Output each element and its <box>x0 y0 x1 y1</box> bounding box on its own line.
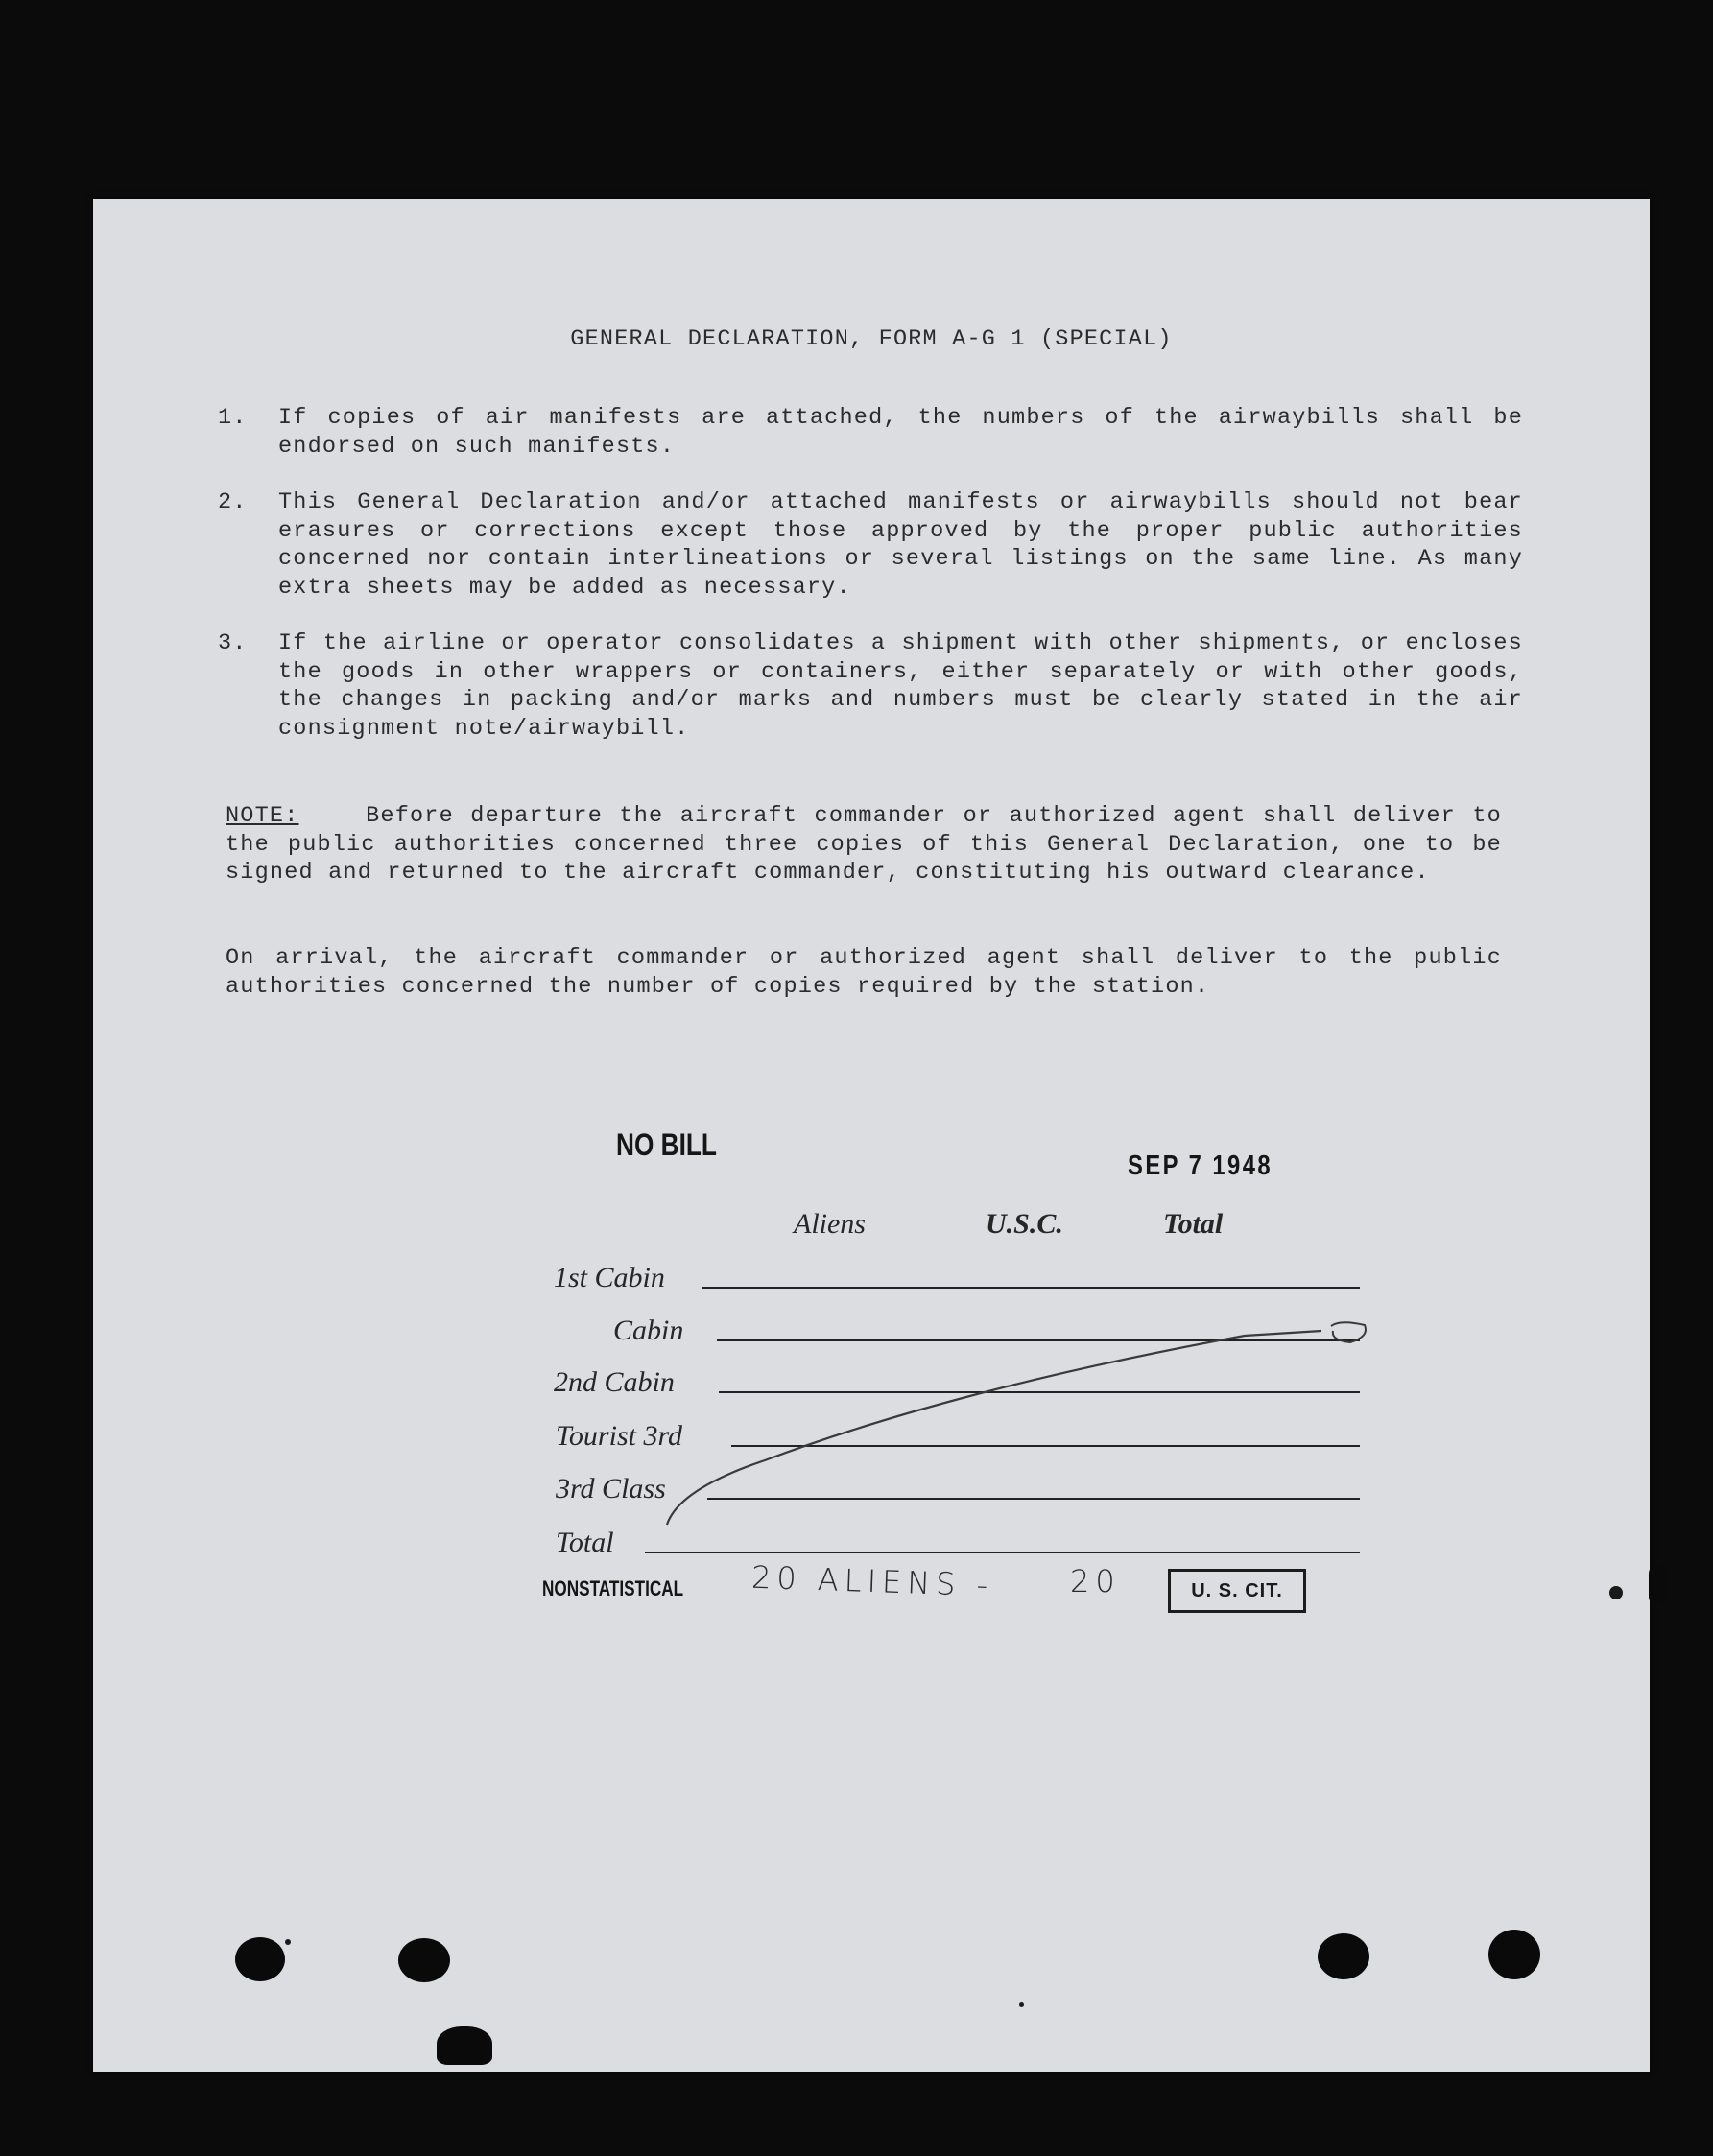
nonstatistical-stamp: NONSTATISTICAL <box>542 1576 684 1600</box>
item-number: 2. <box>218 489 248 515</box>
note-text: Before departure the aircraft commander or authorized agent shall deliver to the public authorities concerned three copies of this General Declaration, one to be signed and returned to the aircraft commander, constituting his outward clearance. <box>226 803 1502 886</box>
row-label: 2nd Cabin <box>554 1366 675 1398</box>
row-rule <box>645 1552 1360 1553</box>
ink-dot <box>285 1939 291 1945</box>
instruction-item-2 <box>218 488 1523 602</box>
torn-edge-mark <box>437 2026 492 2065</box>
departure-note <box>226 802 1502 888</box>
instruction-item-3 <box>218 629 1523 743</box>
instruction-item-1 <box>218 404 1523 461</box>
document-page <box>93 199 1650 2072</box>
row-label: Total <box>556 1527 614 1558</box>
binder-hole <box>1318 1933 1369 1979</box>
row-label: 3rd Class <box>556 1473 666 1504</box>
row-rule <box>717 1339 1360 1341</box>
tally-row <box>554 1313 1360 1349</box>
edge-hole <box>1649 1564 1668 1606</box>
binder-hole <box>398 1938 450 1982</box>
item-text: This General Declaration and/or attached manifests or airwaybills should not bear erasures or corrections except those approved by the proper public authorities concerned nor contain interlineations or several listings on the same line. As many extra sheets may be added as necessary. <box>278 489 1523 601</box>
row-rule <box>707 1498 1360 1500</box>
date-stamp: SEP 7 1948 <box>1128 1150 1273 1181</box>
row-label: Tourist 3rd <box>556 1420 683 1452</box>
row-label: 1st Cabin <box>554 1262 665 1293</box>
tally-row <box>554 1364 1360 1401</box>
no-bill-stamp: NO BILL <box>616 1127 717 1162</box>
item-number: 1. <box>218 405 248 431</box>
pen-stroke-marks <box>93 199 1650 2072</box>
row-rule <box>719 1391 1360 1393</box>
note-label: NOTE: <box>226 803 299 829</box>
row-label: Cabin <box>613 1315 684 1346</box>
column-header-usc: U.S.C. <box>986 1208 1063 1240</box>
handwritten-aliens-note: 20 ALIENS - <box>750 1558 994 1604</box>
tally-row <box>554 1525 1360 1561</box>
binder-hole <box>235 1937 285 1981</box>
tally-row <box>554 1471 1360 1507</box>
us-citizen-stamp: U. S. CIT. <box>1168 1569 1306 1613</box>
handwritten-count: 20 <box>1070 1563 1121 1599</box>
ink-dot <box>1019 2002 1024 2007</box>
row-rule <box>731 1445 1360 1447</box>
binder-hole <box>1488 1930 1540 1979</box>
row-rule <box>702 1287 1360 1289</box>
tally-row <box>554 1418 1360 1455</box>
form-title: GENERAL DECLARATION, FORM A-G 1 (SPECIAL) <box>570 326 1173 352</box>
item-number: 3. <box>218 630 248 656</box>
tally-row <box>554 1260 1360 1296</box>
column-header-total: Total <box>1163 1208 1224 1240</box>
ink-dot <box>1609 1586 1623 1599</box>
item-text: If copies of air manifests are attached, the numbers of the airwaybills shall be endorsed on such manifests. <box>278 405 1523 460</box>
column-header-aliens: Aliens <box>794 1208 866 1240</box>
arrival-note: On arrival, the aircraft commander or authorized agent shall deliver to the public authorities concerned the number of copies required by the station. <box>226 945 1502 1000</box>
item-text: If the airline or operator consolidates a shipment with other shipments, or encloses the goods in other wrappers or containers, either separately or with other goods, the changes in packing and/or marks and numbers must be clearly stated in the air consignment note/airwaybill. <box>278 630 1523 742</box>
